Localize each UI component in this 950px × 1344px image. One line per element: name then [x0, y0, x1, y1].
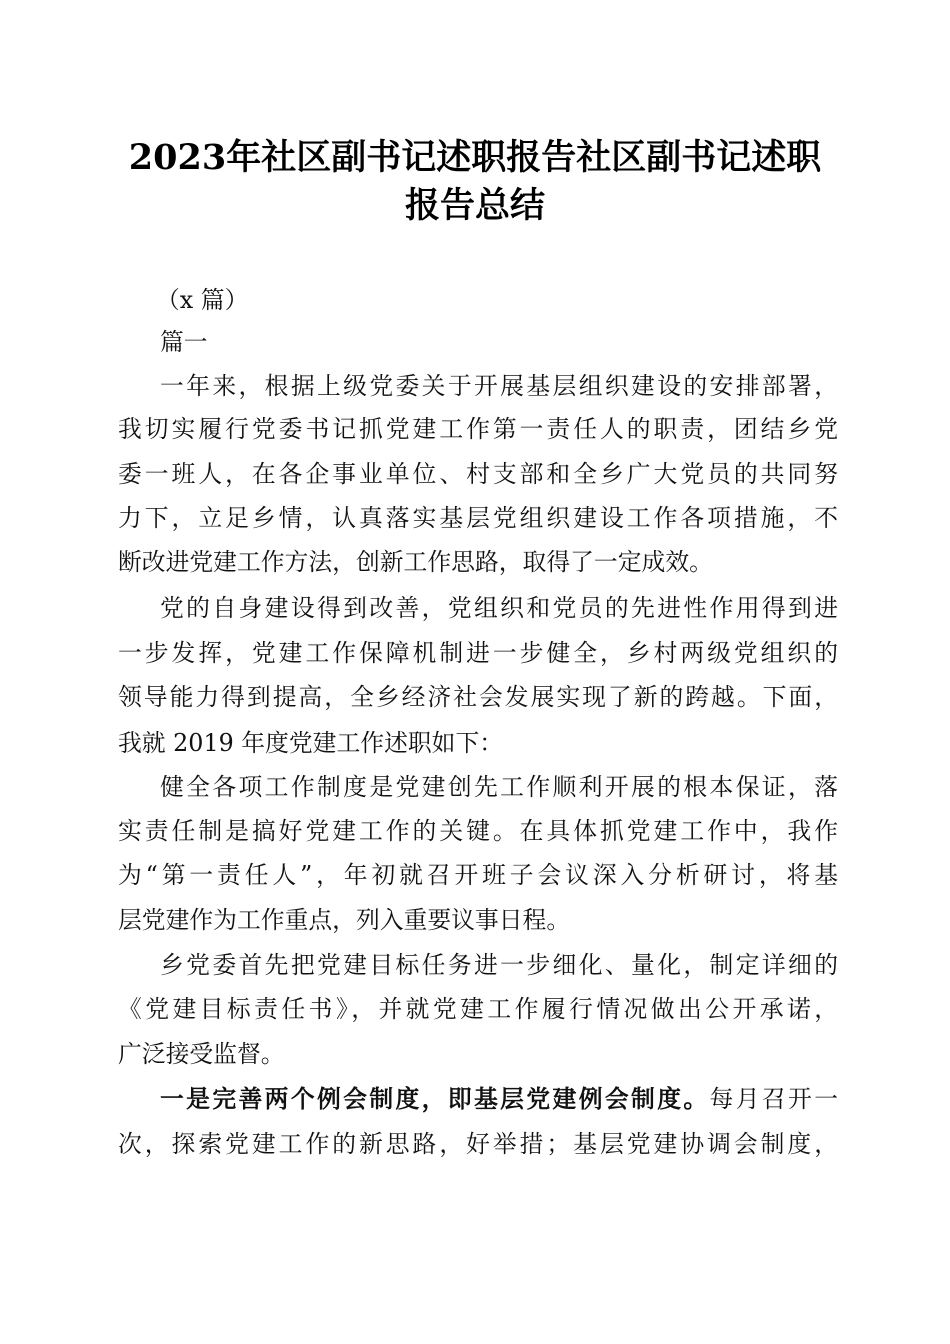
paragraph-3-line-2: 实责任制是搞好党建工作的关键。在具体抓党建工作中，我作	[118, 817, 838, 845]
document-title-line-1: 2023年社区副书记述职报告社区副书记述职	[128, 137, 822, 178]
paragraph-2-line-2: 一步发挥，党建工作保障机制进一步健全，乡村两级党组织的	[118, 639, 838, 667]
paragraph-3-line-4: 层党建作为工作重点，列入重要议事日程。	[118, 906, 571, 934]
paragraph-5-bold-lead: 一是完善两个例会制度，即基层党建例会制度。	[160, 1085, 710, 1113]
paragraph-2-line-1: 党的自身建设得到改善，党组织和党员的先进性作用得到进	[160, 594, 838, 622]
paragraph-3-line-3: 为“第一责任人”，年初就召开班子会议深入分析研讨，将基	[118, 861, 838, 889]
paragraph-4-line-1: 乡党委首先把党建目标任务进一步细化、量化，制定详细的	[160, 951, 838, 979]
paragraph-1-line-3: 委一班人，在各企事业单位、村支部和全乡广大党员的共同努	[118, 460, 838, 488]
paragraph-1-line-4: 力下，立足乡情，认真落实基层党组织建设工作各项措施，不	[118, 504, 838, 532]
section-label: 篇一	[160, 328, 208, 356]
paragraph-2-line-3: 领导能力得到提高，全乡经济社会发展实现了新的跨越。下面，	[118, 683, 838, 711]
paragraph-5-line-2: 次，探索党建工作的新思路，好举措；基层党建协调会制度，	[118, 1130, 838, 1158]
paragraph-5-line-1-rest: 每月召开一	[709, 1085, 839, 1113]
paragraph-4-line-2: 《党建目标责任书》，并就党建工作履行情况做出公开承诺，	[118, 995, 838, 1023]
paragraph-5-line-1	[160, 1083, 838, 1115]
paragraph-2-line-4: 我就 2019 年度党建工作述职如下：	[118, 729, 504, 757]
paragraph-1-line-1: 一年来，根据上级党委关于开展基层组织建设的安排部署，	[160, 372, 838, 400]
paragraph-1-line-2: 我切实履行党委书记抓党建工作第一责任人的职责，团结乡党	[118, 415, 838, 443]
paragraph-4-line-3: 广泛接受监督。	[118, 1040, 285, 1068]
paragraph-1-line-5: 断改进党建工作方法，创新工作思路，取得了一定成效。	[118, 548, 713, 576]
document-title-line-2: 报告总结	[404, 185, 545, 226]
paragraph-3-line-1: 健全各项工作制度是党建创先工作顺利开展的根本保证，落	[160, 773, 838, 801]
document-subtitle: （x 篇）	[156, 286, 249, 314]
